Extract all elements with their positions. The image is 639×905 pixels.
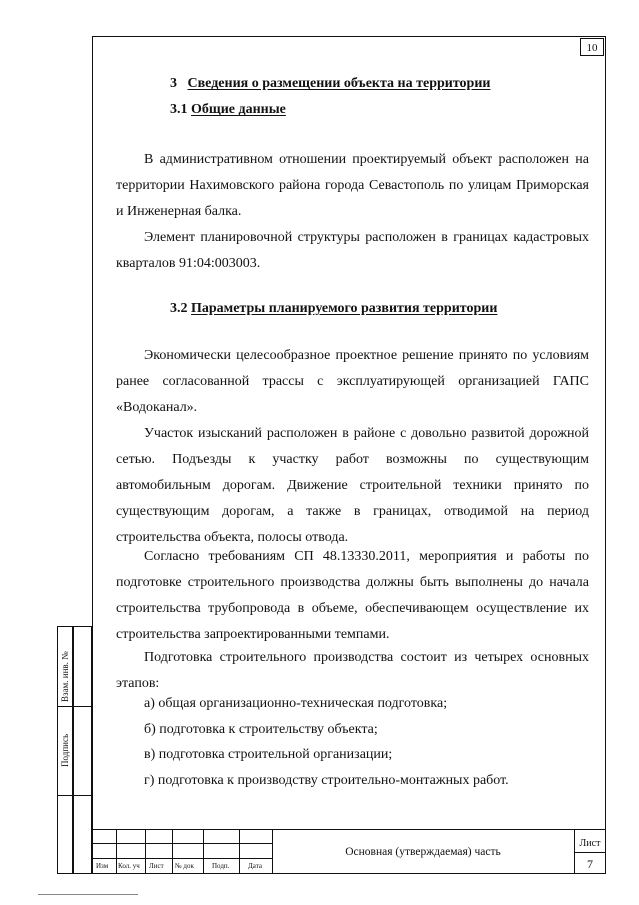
subsection-2-number: 3.2 [170,301,188,316]
paragraph-6: Подготовка строительного производства состоит из четырех основных этапов: [116,650,589,691]
top-page-number: 10 [580,38,604,56]
column-label: Лист [149,862,164,870]
sheet-label: Лист [579,838,601,849]
list-item: б) подготовка к строительству объекта; [144,722,378,737]
column-label: Кол. уч [118,862,140,870]
column-label: Изм [96,862,109,870]
title-block-col-line [116,829,117,874]
title-block-row-line [92,858,272,859]
vzam-inv-label: Взам. инв. № [60,651,70,702]
title-block-row-line [92,843,272,844]
subsection-1-heading [170,102,286,118]
paragraph-3: Экономически целесообразное проектное решение принято по условиям ранее согласованной трассы с эксплуатирующей организацией ГАПС «Водоканал». [116,348,589,415]
section-number: 3 [170,76,177,91]
title-block-col-line [239,829,240,874]
column-label: № док [175,862,194,870]
paragraph-1: В административном отношении проектируемый объект расположен на территории Нахимовского района города Севастополь по улицам Приморская и Инженерная балка. [116,152,589,219]
side-divider [57,706,92,707]
podpis-label: Подпись [60,733,70,767]
subsection-2-heading [170,301,497,317]
column-label: Подп. [212,862,230,870]
subsection-2-title: Параметры планируемого развития территории [191,301,498,316]
side-divider [57,795,92,796]
section-heading [170,76,490,92]
list-item: в) подготовка строительной организации; [144,747,393,762]
subsection-1-number: 3.1 [170,102,188,117]
section-title: Сведения о размещении объекта на территории [187,76,491,91]
title-block-col-line [145,829,146,874]
title-block-row-line [574,852,606,853]
paragraph-4: Участок изысканий расположен в районе с довольно развитой дорожной сетью. Подъезды к участку работ возможны по существующим автомобильным дорогам. Движение строительной техники принято по существующим дорогам, а также в границах, отводимой на период строительства объекта, полосы отвода. [116,426,589,545]
sheet-number: 7 [587,857,593,871]
scan-edge-line [38,894,138,895]
subsection-1-title: Общие данные [191,102,286,117]
list-item: г) подготовка к производству строительно-монтажных работ. [144,773,509,788]
title-block-col-line [172,829,173,874]
column-label: Дата [248,862,262,870]
list-item: а) общая организационно-техническая подготовка; [144,696,448,711]
title-block-col-line [203,829,204,874]
paragraph-2: Элемент планировочной структуры расположен в границах кадастровых кварталов 91:04:003003. [116,230,589,271]
paragraph-5: Согласно требованиям СП 48.13330.2011, мероприятия и работы по подготовке строительного производства должны быть выполнены до начала строительства трубопровода в объеме, обеспечивающем осуществление их строительства запроектированными темпами. [116,549,589,642]
document-title: Основная (утверждаемая) часть [345,846,501,858]
side-strip-inner [73,626,92,874]
